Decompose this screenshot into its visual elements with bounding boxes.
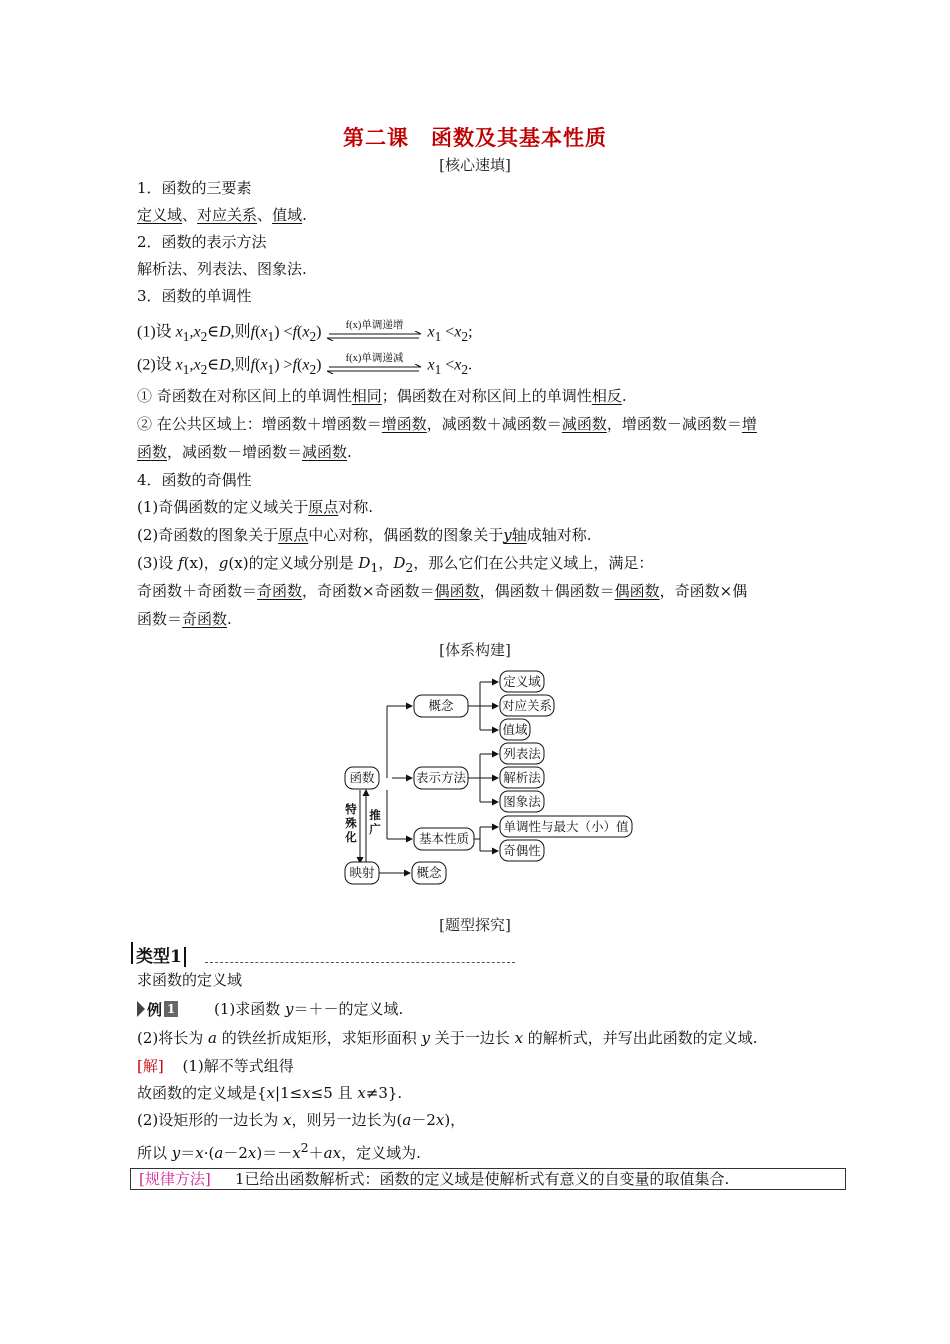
node-graph: 图象法: [503, 794, 541, 809]
t: 所以: [137, 1144, 172, 1162]
var-x: x: [175, 356, 183, 374]
rule-method-tag: [规律方法]: [139, 1170, 211, 1188]
section-header-system: [体系构建]: [439, 641, 511, 659]
node-analytic: 解析法: [503, 770, 541, 785]
sub: 1: [267, 361, 275, 377]
ze: ,则: [230, 323, 251, 341]
label-general-2: 广: [369, 822, 381, 836]
t: ，减函数－增函数＝: [167, 443, 303, 461]
var-x: x: [195, 1144, 204, 1162]
sub: 2: [309, 361, 317, 377]
u: 偶函数: [434, 582, 480, 600]
rule-3: [137, 442, 352, 462]
t: 关于一边长: [430, 1029, 515, 1047]
var-x: x: [332, 1144, 342, 1162]
sub: 1: [434, 328, 442, 344]
t: ，: [378, 554, 394, 572]
op: >: [283, 356, 293, 374]
t: ，则另一边长为(: [291, 1111, 403, 1129]
t: 成轴对称.: [526, 526, 592, 544]
t: ，奇函数×偶: [659, 582, 748, 600]
var-x: x: [283, 1111, 292, 1129]
node-basic: 基本性质: [418, 831, 470, 846]
example-tag: [137, 1000, 178, 1018]
m-pre: (1)设: [137, 323, 172, 341]
sub: 2: [309, 328, 317, 344]
solution-2: [137, 1083, 402, 1103]
s1-title: 1．函数的三要素: [137, 179, 252, 197]
s1-items: [137, 205, 307, 225]
var-x: x: [247, 1144, 257, 1162]
var-x: x: [260, 323, 268, 341]
node-root: 函数: [349, 770, 375, 785]
t: (1)解不等式组得: [182, 1057, 294, 1075]
in: ∈: [207, 356, 220, 374]
t: (2)将长为: [137, 1029, 209, 1047]
example-number: 1: [164, 1001, 178, 1017]
rule-1: [137, 386, 627, 406]
label-special-3: 化: [345, 830, 357, 844]
t: (3)设: [137, 554, 179, 572]
double-arrow-decreasing: [325, 355, 423, 377]
triangle-icon: [137, 1001, 145, 1017]
var-x: x: [260, 356, 268, 374]
var-x: x: [175, 323, 183, 341]
t: －2: [411, 1111, 436, 1129]
s3-title: 3．函数的单调性: [137, 287, 252, 305]
sub: 2: [200, 361, 208, 377]
t: (1)奇偶函数的定义域关于: [137, 498, 309, 516]
ze: ,则: [230, 356, 251, 374]
t: .: [621, 387, 627, 405]
t: .: [347, 443, 352, 461]
sub: 2: [200, 328, 208, 344]
var-f: f: [250, 356, 256, 374]
sub: 1: [182, 361, 190, 377]
solution-3: [137, 1110, 465, 1130]
u: 偶函数: [614, 582, 660, 600]
sup: 2: [300, 1140, 309, 1155]
u: [503, 526, 527, 544]
u: 相同: [351, 387, 382, 405]
node-range: 值域: [502, 722, 528, 737]
u: 原点: [278, 526, 309, 544]
node-domain: 定义域: [503, 674, 541, 689]
t: (x): [228, 554, 249, 572]
parity-1: [137, 497, 373, 517]
node-concept2: 概念: [416, 865, 442, 880]
double-arrow-icon: [325, 331, 423, 341]
double-arrow-increasing: [325, 322, 423, 344]
m-pre: (2)设: [137, 356, 172, 374]
t: ≠3}.: [365, 1084, 403, 1102]
type-label: [133, 942, 186, 967]
sub: 2: [405, 560, 414, 575]
var-f: f: [250, 323, 256, 341]
op: <: [283, 323, 293, 341]
t: )＝－: [256, 1144, 293, 1162]
t: ，那么它们在公共定义域上，满足：: [413, 554, 654, 572]
t: 轴: [511, 526, 527, 544]
var-x: x: [454, 356, 462, 374]
section-header-core: [核心速填]: [439, 156, 511, 174]
u: 增函数: [381, 415, 427, 433]
var-x: x: [302, 323, 310, 341]
t: ，奇函数×奇函数＝: [302, 582, 435, 600]
u: 相反: [591, 387, 622, 405]
item-range: 值域: [272, 206, 303, 224]
u: 减函数: [561, 415, 607, 433]
tail: ;: [468, 323, 473, 341]
t: ② 在公共区域上：增函数＋增函数＝: [137, 415, 382, 433]
t: 的定义域分别是: [248, 554, 359, 572]
parity-2: [137, 525, 592, 545]
example-word: 例: [147, 1000, 163, 1019]
t: ，减函数＋减函数＝: [426, 415, 562, 433]
label-special-2: 殊: [345, 816, 357, 830]
var-D: D: [393, 554, 406, 572]
var-a: a: [402, 1111, 412, 1129]
t: ① 奇函数在对称区间上的单调性: [137, 387, 352, 405]
t: ＝: [180, 1144, 196, 1162]
t: )，: [444, 1111, 466, 1129]
node-parity: 奇偶性: [503, 843, 541, 858]
label-general-1: 推: [369, 808, 381, 822]
question-1: [214, 999, 403, 1019]
var-y: y: [503, 526, 512, 544]
t: 的解析式，并写出此函数的定义域.: [523, 1029, 758, 1047]
var-x: x: [302, 356, 310, 374]
t: ，增函数－减函数＝: [606, 415, 742, 433]
t: ＋: [308, 1144, 324, 1162]
u: 原点: [308, 498, 339, 516]
parity-5: [137, 609, 232, 629]
var-x: x: [302, 1084, 311, 1102]
var-x: x: [427, 323, 435, 341]
t: (2)奇函数的图象关于: [137, 526, 279, 544]
t: (1)求函数: [214, 1000, 286, 1018]
rule-method-text: 1已给出函数解析式：函数的定义域是使解析式有意义的自变量的取值集合.: [235, 1170, 730, 1188]
t: 中心对称，偶函数的图象关于: [308, 526, 504, 544]
t: (2)设矩形的一边长为: [137, 1111, 284, 1129]
t: 的铁丝折成矩形，求矩形面积: [216, 1029, 422, 1047]
parity-4: [137, 581, 747, 601]
t: 函数＝: [137, 610, 183, 628]
monotonic-decreasing: (2)设 $x_1,x_2\in D$,则$f(x_1) >f(x_2)$ f(x)单调递减 $x_1 <x_2$.: [137, 355, 472, 380]
t: |1≤: [275, 1084, 303, 1102]
period: .: [302, 206, 307, 224]
node-concept: 概念: [428, 698, 454, 713]
solution-tag: [解]: [137, 1057, 164, 1075]
t: (x): [183, 554, 204, 572]
sub: 1: [370, 560, 379, 575]
comma: ,: [189, 356, 194, 374]
type-title: 求函数的定义域: [137, 971, 243, 989]
monotonic-increasing: (1)设 $x_1,x_2\in D$,则$f(x_1) <f(x_2)$ f(x)单调递增 $x_1 <x_2$;: [137, 322, 473, 347]
double-arrow-icon: [325, 364, 423, 374]
var-f: f: [292, 356, 298, 374]
u: 函数: [137, 443, 168, 461]
var-x: x: [193, 356, 201, 374]
node-list: 列表法: [503, 746, 541, 761]
var-g: g: [218, 554, 229, 572]
concept-map: [330, 668, 650, 890]
question-2: [137, 1028, 758, 1048]
s2-text: 解析法、列表法、图象法.: [137, 260, 307, 278]
var-y: y: [285, 1000, 294, 1018]
page-title: 第二课 函数及其基本性质: [343, 125, 607, 150]
node-mono: 单调性与最大（小）值: [503, 819, 629, 834]
label-special-1: 特: [345, 802, 357, 816]
solution-4: [137, 1138, 421, 1163]
s4-title: 4．函数的奇偶性: [137, 471, 252, 489]
var-f: f: [178, 554, 184, 572]
sub: 1: [434, 361, 442, 377]
t: ＝＋－的定义域.: [293, 1000, 404, 1018]
sep: 、: [257, 206, 273, 224]
var-x: x: [357, 1084, 366, 1102]
var-a: a: [323, 1144, 333, 1162]
rel: <: [445, 323, 455, 341]
var-a: a: [208, 1029, 217, 1047]
var-x: x: [292, 1144, 301, 1162]
var-a: a: [214, 1144, 224, 1162]
u: 增: [741, 415, 757, 433]
rule-2: [137, 414, 757, 434]
var-D: D: [219, 356, 231, 374]
type-divider: [205, 962, 515, 963]
t: ，偶函数＋偶函数＝: [479, 582, 615, 600]
t: .: [227, 610, 232, 628]
sub: 2: [461, 361, 469, 377]
u: 减函数: [302, 443, 348, 461]
node-repr: 表示方法: [415, 770, 467, 785]
item-corr: 对应关系: [197, 206, 258, 224]
sub: 1: [182, 328, 190, 344]
u: 奇函数: [257, 582, 303, 600]
t: 对称.: [338, 498, 374, 516]
arrow-label: f(x)单调递增: [345, 320, 404, 331]
var-x: x: [427, 356, 435, 374]
t: ，: [203, 554, 219, 572]
var-x: x: [454, 323, 462, 341]
comma: ,: [189, 323, 194, 341]
in: ∈: [207, 323, 220, 341]
node-corr: 对应关系: [501, 698, 553, 713]
var-x: x: [193, 323, 201, 341]
item-domain: 定义域: [137, 206, 183, 224]
rule-method-box: [130, 1168, 846, 1190]
t: ≤5 且: [310, 1084, 358, 1102]
solution-1: [137, 1056, 294, 1076]
arrow-label: f(x)单调递减: [345, 353, 404, 364]
t: －2: [223, 1144, 248, 1162]
t: 奇函数＋奇函数＝: [137, 582, 258, 600]
t: ；偶函数在对称区间上的单调性: [381, 387, 592, 405]
t: ·(: [203, 1144, 215, 1162]
sep: 、: [182, 206, 198, 224]
var-y: y: [421, 1029, 431, 1047]
var-x: x: [514, 1029, 524, 1047]
var-x: x: [435, 1111, 445, 1129]
node-mapping: 映射: [349, 865, 375, 880]
sub: 1: [267, 328, 275, 344]
var-f: f: [292, 323, 298, 341]
type-label-close: [184, 947, 186, 967]
tail: .: [468, 356, 473, 374]
var-D: D: [358, 554, 371, 572]
section-header-explore: [题型探究]: [439, 916, 511, 934]
var-y: y: [171, 1144, 181, 1162]
t: ，定义域为.: [341, 1144, 421, 1162]
type-label-text: 类型1: [136, 947, 182, 967]
sub: 2: [461, 328, 469, 344]
t: 故函数的定义域是{: [137, 1084, 267, 1102]
s2-title: 2．函数的表示方法: [137, 233, 267, 251]
var-D: D: [219, 323, 231, 341]
u: 奇函数: [182, 610, 228, 628]
parity-3: [137, 553, 653, 578]
var-x: x: [266, 1084, 276, 1102]
rel: <: [445, 356, 455, 374]
